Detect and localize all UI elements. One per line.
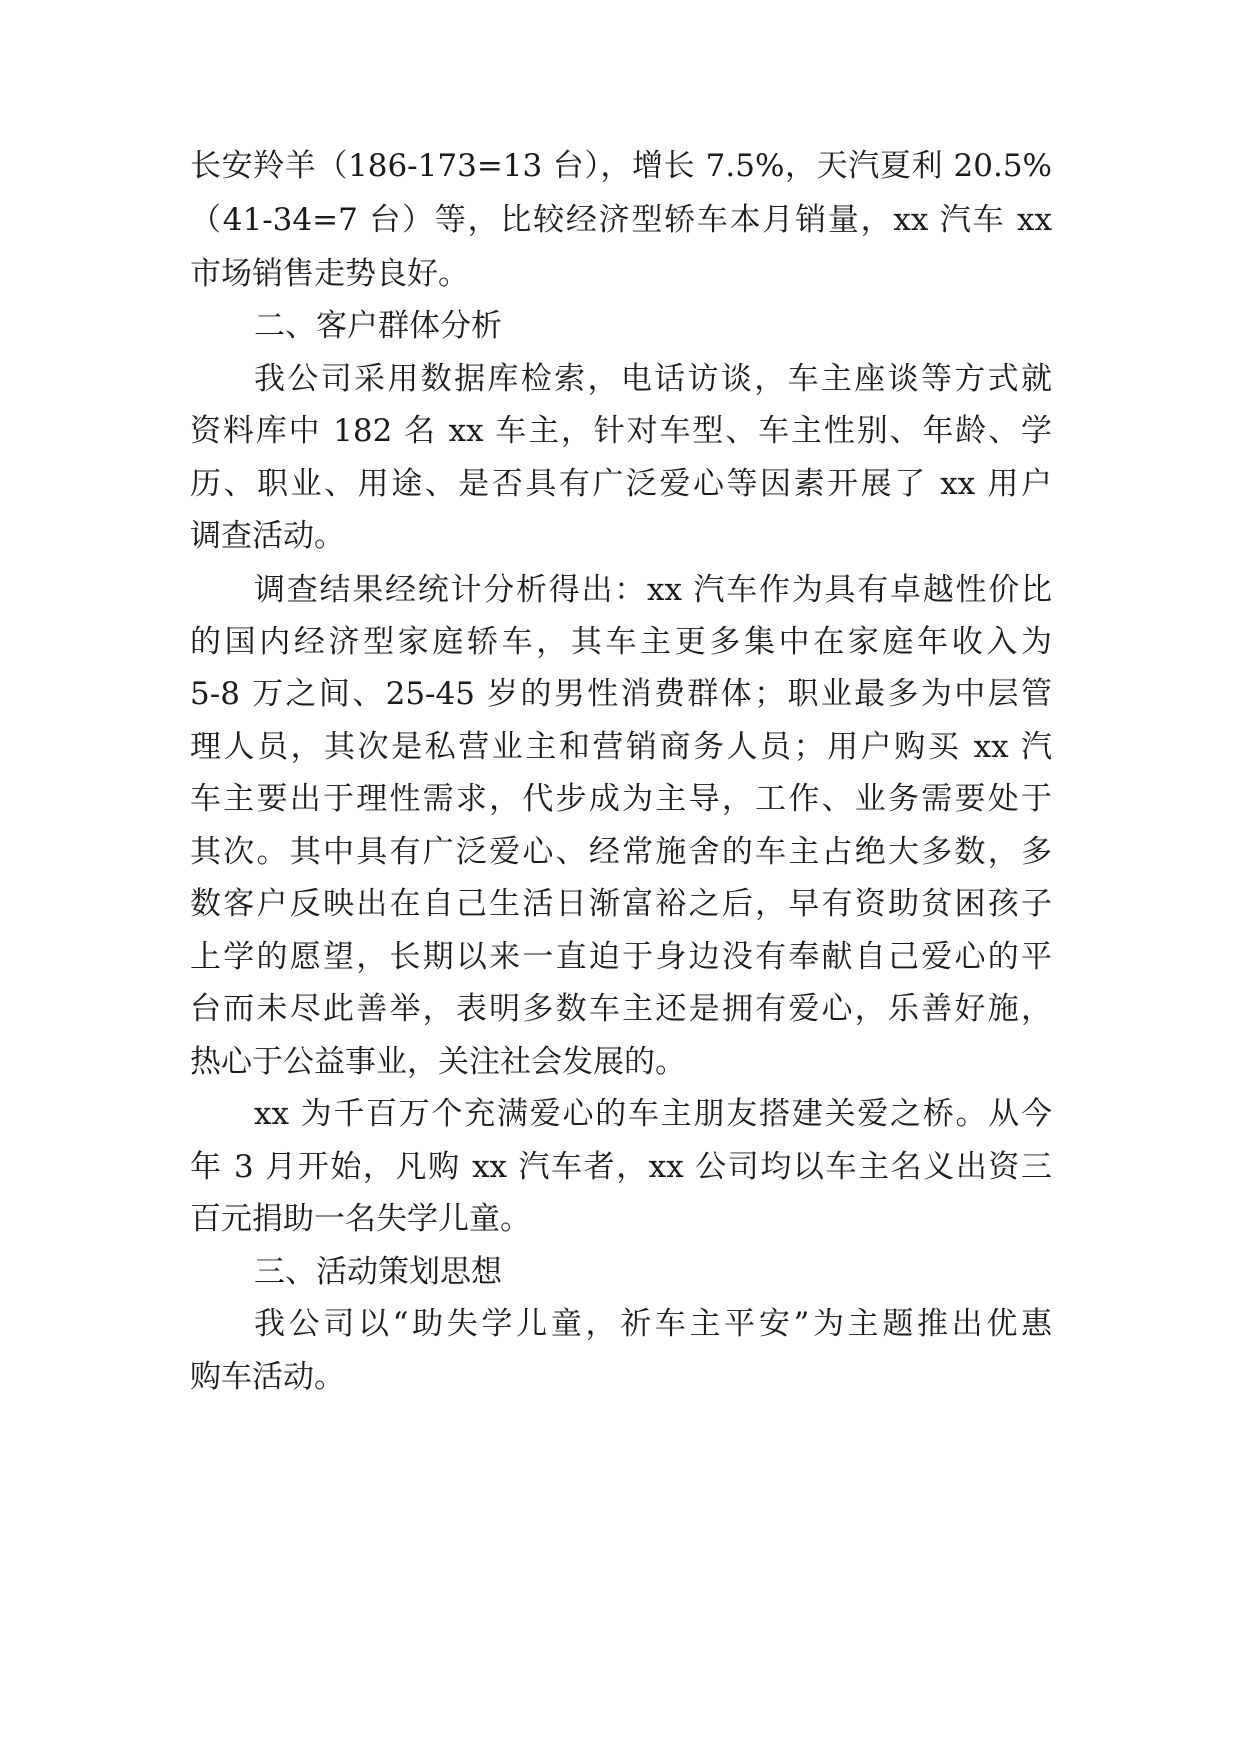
body-text-line: 车主要出于理性需求，代步成为主导，工作、业务需要处于 <box>190 781 1052 817</box>
section-heading: 三、活动策划思想 <box>254 1254 502 1290</box>
body-text-line: 理人员，其次是私营业主和营销商务人员；用户购买 xx 汽 <box>190 729 1052 765</box>
section-heading: 二、客户群体分析 <box>254 308 502 344</box>
body-text-line: 长安羚羊（186-173=13 台），增长 7.5%，天汽夏利 20.5% <box>190 148 1052 184</box>
body-text-line: 我公司采用数据库检索，电话访谈，车主座谈等方式就 <box>254 361 1052 397</box>
body-text-line: 其次。其中具有广泛爱心、经常施舍的车主占绝大多数，多 <box>190 834 1052 870</box>
body-text-line: 市场销售走势良好。 <box>190 256 469 292</box>
body-text-line: 热心于公益事业，关注社会发展的。 <box>190 1044 686 1080</box>
body-text-line: 我公司以“助失学儿童，祈车主平安”为主题推出优惠 <box>254 1306 1052 1342</box>
body-text-line: 百元捐助一名失学儿童。 <box>190 1201 531 1237</box>
body-text-line: xx 为千百万个充满爱心的车主朋友搭建关爱之桥。从今 <box>254 1096 1052 1132</box>
body-text-line: 购车活动。 <box>190 1359 345 1395</box>
body-text-line: 调查结果经统计分析得出：xx 汽车作为具有卓越性价比 <box>254 572 1052 608</box>
body-text-line: 调查活动。 <box>190 518 345 554</box>
body-text-line: 5-8 万之间、25-45 岁的男性消费群体；职业最多为中层管 <box>190 676 1052 712</box>
body-text-line: 数客户反映出在自己生活日渐富裕之后，早有资助贫困孩子 <box>190 886 1052 922</box>
body-text-line: 历、职业、用途、是否具有广泛爱心等因素开展了 xx 用户 <box>190 466 1052 502</box>
body-text-line: 的国内经济型家庭轿车，其车主更多集中在家庭年收入为 <box>190 624 1052 660</box>
body-text-line: 年 3 月开始，凡购 xx 汽车者，xx 公司均以车主名义出资三 <box>190 1149 1052 1185</box>
body-text-line: 台而未尽此善举，表明多数车主还是拥有爱心，乐善好施， <box>190 991 1052 1027</box>
body-text-line: 上学的愿望，长期以来一直迫于身边没有奉献自己爱心的平 <box>190 939 1052 975</box>
body-text-line: 资料库中 182 名 xx 车主，针对车型、车主性别、年龄、学 <box>190 413 1052 449</box>
body-text-line: （41-34=7 台）等，比较经济型轿车本月销量，xx 汽车 xx <box>190 202 1052 238</box>
